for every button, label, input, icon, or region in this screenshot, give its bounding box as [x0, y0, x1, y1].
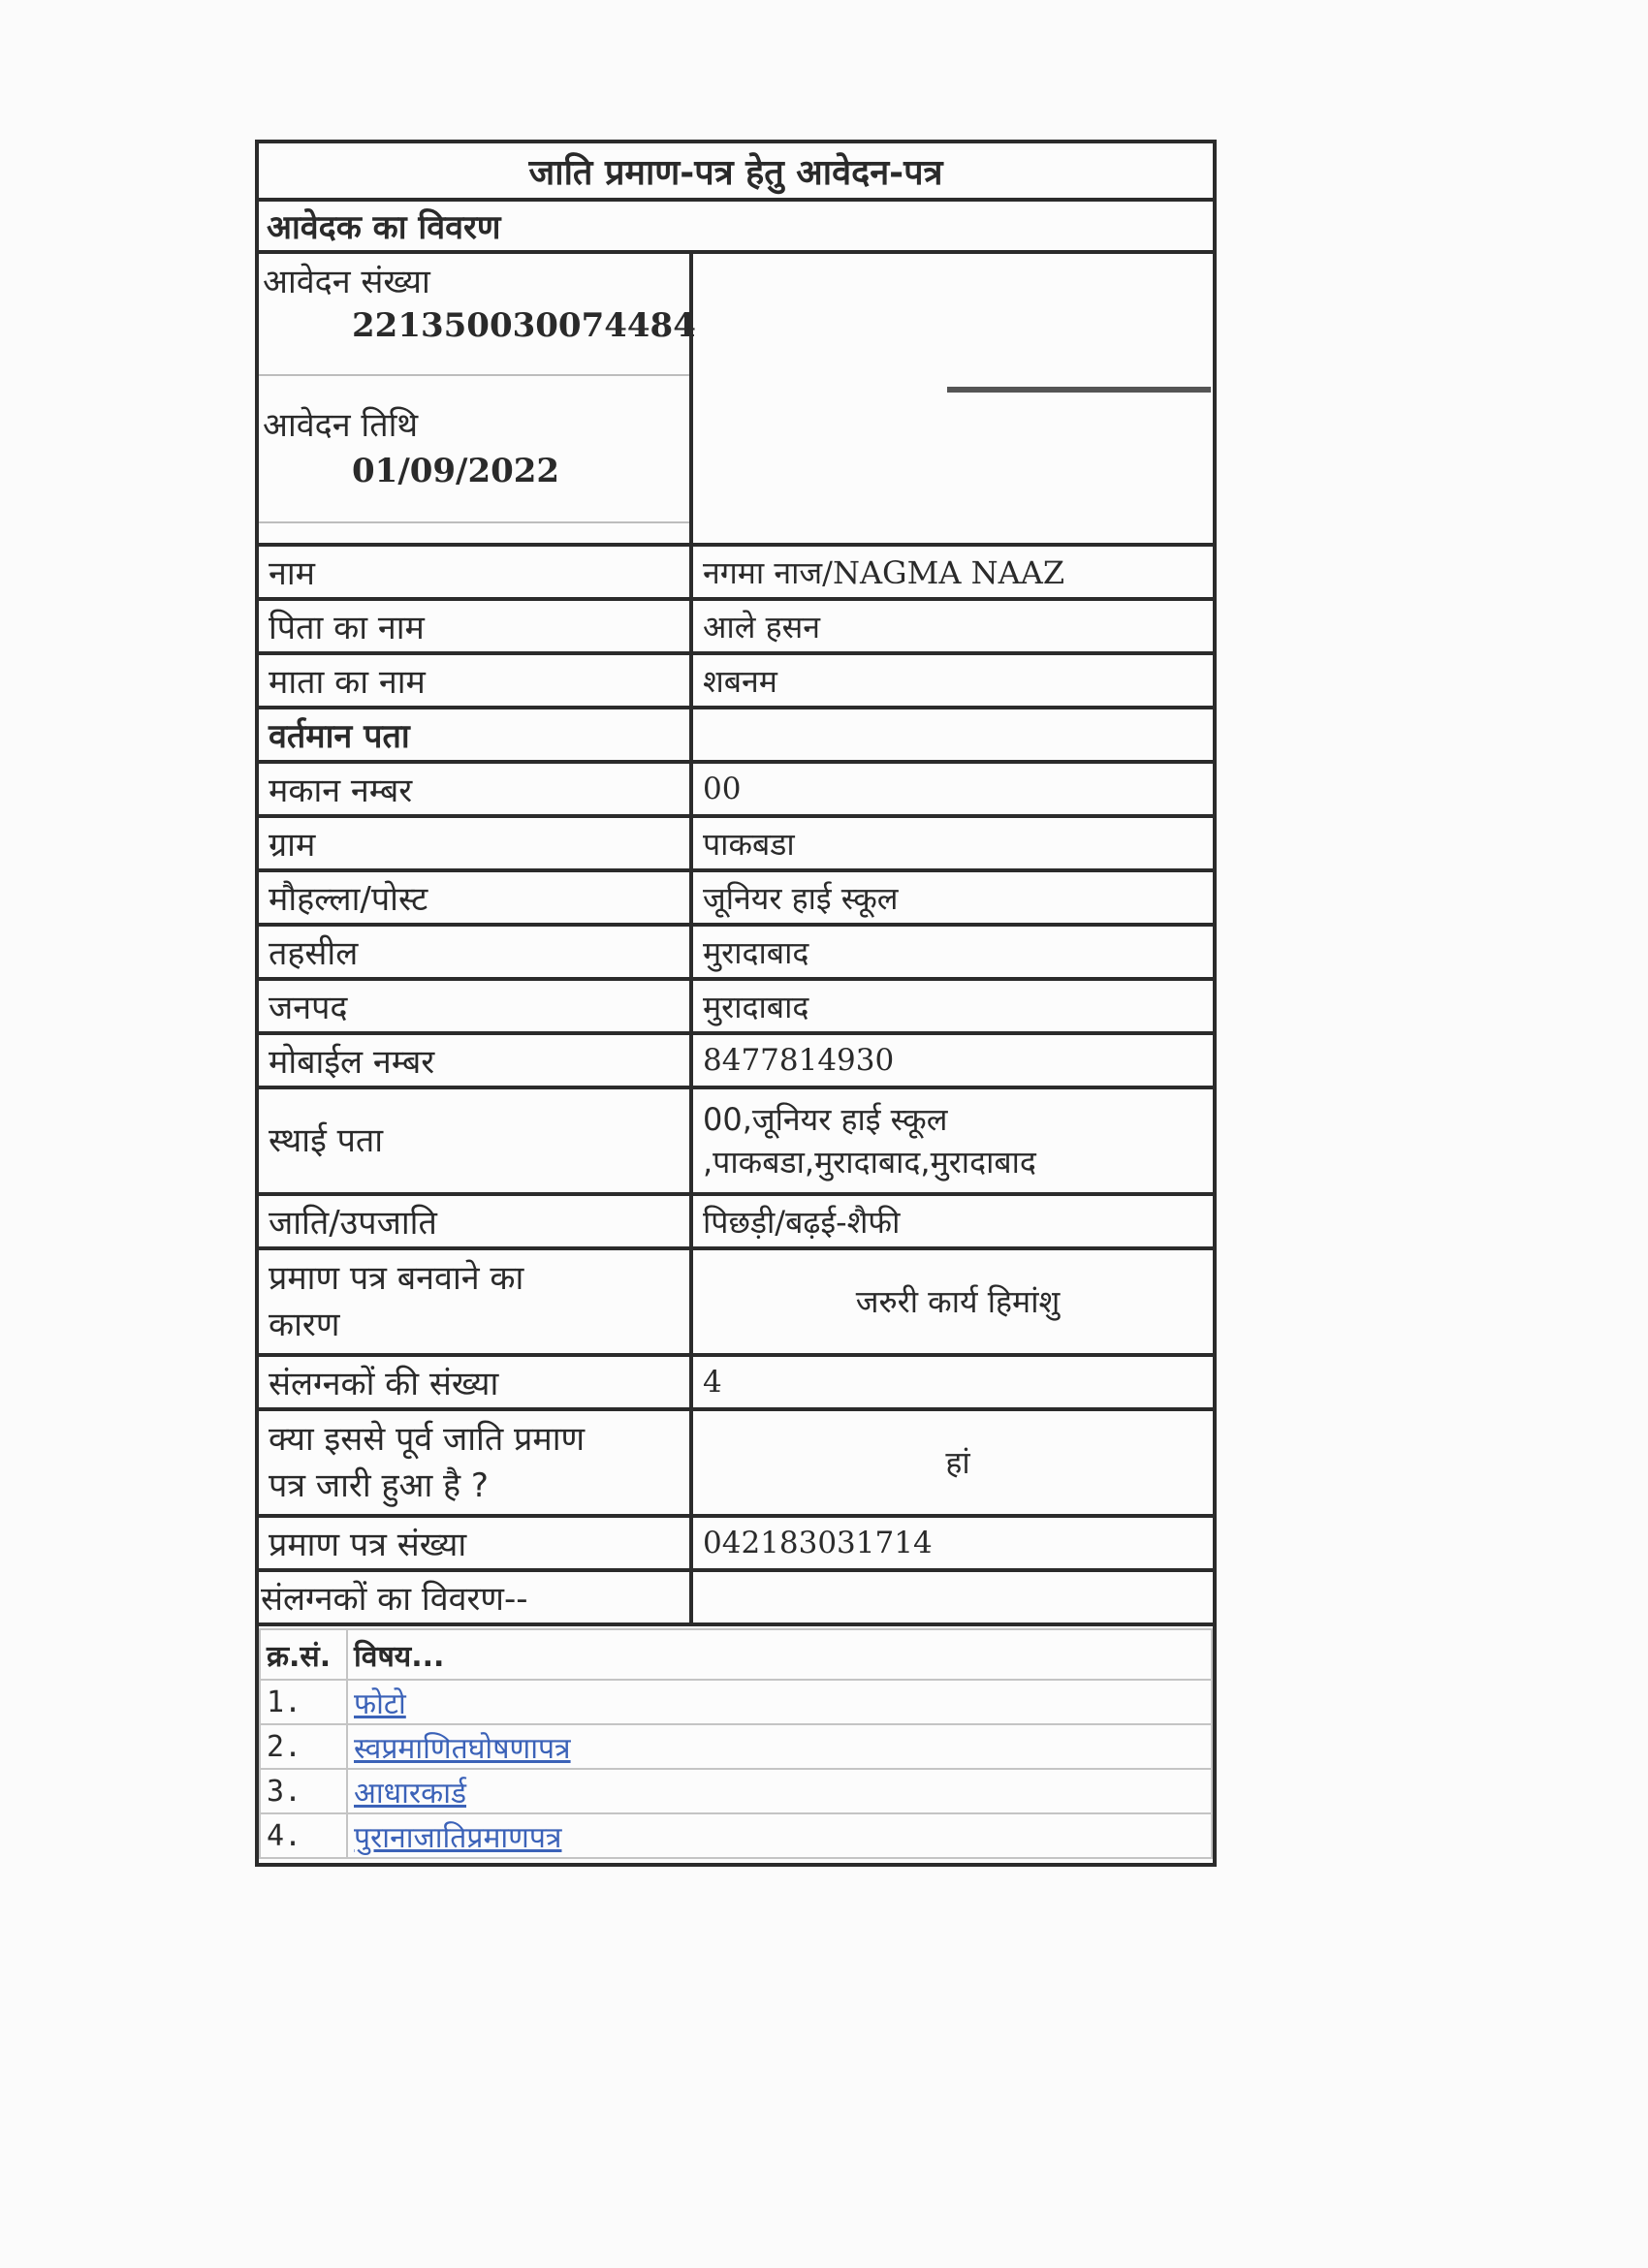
- reason-label-line1: प्रमाण पत्र बनवाने का: [269, 1259, 524, 1298]
- attachment-cell: [347, 1769, 1212, 1813]
- father-name-row: [259, 597, 1213, 651]
- caste-value: पिछड़ी/बढ़ई-शैफी: [703, 1203, 901, 1241]
- permanent-address-value: [693, 1089, 1213, 1192]
- applicant-details-heading: आवेदक का विवरण: [259, 198, 1213, 250]
- village-label: ग्राम: [259, 818, 693, 868]
- previous-certificate-label-line2: पत्र जारी हुआ है ?: [269, 1466, 489, 1505]
- previous-certificate-row: [259, 1407, 1213, 1514]
- mobile-label: मोबाईल नम्बर: [259, 1035, 693, 1086]
- table-row: [260, 1813, 1212, 1858]
- mother-name-row: [259, 651, 1213, 706]
- tehsil-label: तहसील: [259, 927, 693, 977]
- name-value: [693, 547, 1213, 597]
- attachment-cell: [347, 1724, 1212, 1769]
- serial-number: 3.: [260, 1769, 347, 1813]
- previous-certificate-value: हां: [945, 1444, 970, 1481]
- application-number: 221350030074484: [352, 306, 696, 345]
- attachment-cell: [347, 1813, 1212, 1858]
- village-value: पाकबडा: [703, 825, 795, 863]
- divider: [259, 374, 689, 376]
- attachment-details-label: संलग्नकों का विवरण--: [259, 1572, 693, 1622]
- application-info-block: [259, 250, 1213, 543]
- permanent-address-line2: ,पाकबडा,मुरादाबाद,मुरादाबाद: [703, 1144, 1036, 1181]
- current-address-value: [693, 709, 1213, 760]
- locality-row: [259, 868, 1213, 923]
- mother-name-value: शबनम: [703, 662, 777, 700]
- district-row: [259, 977, 1213, 1031]
- locality-value: जूनियर हाई स्कूल: [703, 879, 899, 917]
- previous-certificate-label: [259, 1411, 693, 1514]
- mobile-value: 8477814930: [703, 1043, 895, 1078]
- name-value-text: नगमा नाज/NAGMA NAAZ: [703, 553, 1065, 591]
- certificate-number-label: प्रमाण पत्र संख्या: [259, 1518, 693, 1568]
- attachment-count-value: 4: [703, 1365, 722, 1400]
- attachment-link-photo[interactable]: फोटो: [354, 1686, 406, 1721]
- divider: [259, 521, 689, 523]
- tehsil-row: [259, 923, 1213, 977]
- father-name-value: आले हसन: [703, 608, 820, 646]
- mother-name-label: माता का नाम: [259, 655, 693, 706]
- reason-label: [259, 1250, 693, 1353]
- application-date-label: आवेदन तिथि: [263, 406, 419, 445]
- reason-row: [259, 1246, 1213, 1353]
- double-line-mark: [947, 387, 1211, 393]
- certificate-number-row: [259, 1514, 1213, 1568]
- serial-number: 1.: [260, 1680, 347, 1724]
- attachment-count-row: [259, 1353, 1213, 1407]
- attachment-link-self-declaration[interactable]: स्वप्रमाणितघोषणापत्र: [354, 1731, 571, 1766]
- application-number-label: आवेदन संख्या: [263, 263, 430, 301]
- father-name-label: पिता का नाम: [259, 601, 693, 651]
- attachment-count-label: संलग्नकों की संख्या: [259, 1357, 693, 1407]
- village-row: [259, 814, 1213, 868]
- current-address-row: [259, 706, 1213, 760]
- house-number-row: [259, 760, 1213, 814]
- tehsil-value: मुरादाबाद: [703, 933, 809, 971]
- caste-row: [259, 1192, 1213, 1246]
- name-label: नाम: [259, 547, 693, 597]
- serial-number: 4.: [260, 1813, 347, 1858]
- caste-label: जाति/उपजाति: [259, 1196, 693, 1246]
- attachment-link-old-caste-certificate[interactable]: पुरानाजातिप्रमाणपत्र: [354, 1820, 562, 1855]
- attachment-link-aadhaar[interactable]: आधारकार्ड: [354, 1776, 467, 1811]
- photo-area: [693, 254, 1213, 543]
- house-number-value: 00: [703, 772, 742, 806]
- locality-label: मौहल्ला/पोस्ट: [259, 872, 693, 923]
- attachments-row: [259, 1622, 1213, 1863]
- mobile-row: [259, 1031, 1213, 1086]
- attachments-header-row: [260, 1629, 1212, 1680]
- district-value: मुरादाबाद: [703, 988, 809, 1025]
- subject-header: विषय...: [347, 1629, 1212, 1680]
- attachment-details-row: [259, 1568, 1213, 1622]
- table-row: [260, 1724, 1212, 1769]
- serial-number-header: क्र.सं.: [260, 1629, 347, 1680]
- application-info: [259, 254, 696, 543]
- previous-certificate-label-line1: क्या इससे पूर्व जाति प्रमाण: [269, 1420, 586, 1459]
- current-address-heading: वर्तमान पता: [259, 709, 693, 760]
- attachments-table: [259, 1628, 1213, 1859]
- attachment-details-value: [693, 1572, 1213, 1622]
- certificate-number-value: 042183031714: [703, 1526, 933, 1560]
- serial-number: 2.: [260, 1724, 347, 1769]
- reason-value: जरुरी कार्य हिमांशु: [855, 1283, 1061, 1320]
- reason-label-line2: कारण: [269, 1306, 340, 1344]
- table-row: [260, 1680, 1212, 1724]
- caste-certificate-application-form: [255, 140, 1217, 1867]
- name-row: [259, 543, 1213, 597]
- attachment-cell: [347, 1680, 1212, 1724]
- table-row: [260, 1769, 1212, 1813]
- house-number-label: मकान नम्बर: [259, 764, 693, 814]
- form-title: जाति प्रमाण-पत्र हेतु आवेदन-पत्र: [528, 152, 943, 193]
- application-date: 01/09/2022: [352, 452, 560, 490]
- permanent-address-line1: 00,जूनियर हाई स्कूल: [703, 1101, 948, 1138]
- permanent-address-row: [259, 1086, 1213, 1192]
- permanent-address-label: स्थाई पता: [259, 1089, 693, 1192]
- district-label: जनपद: [259, 981, 693, 1031]
